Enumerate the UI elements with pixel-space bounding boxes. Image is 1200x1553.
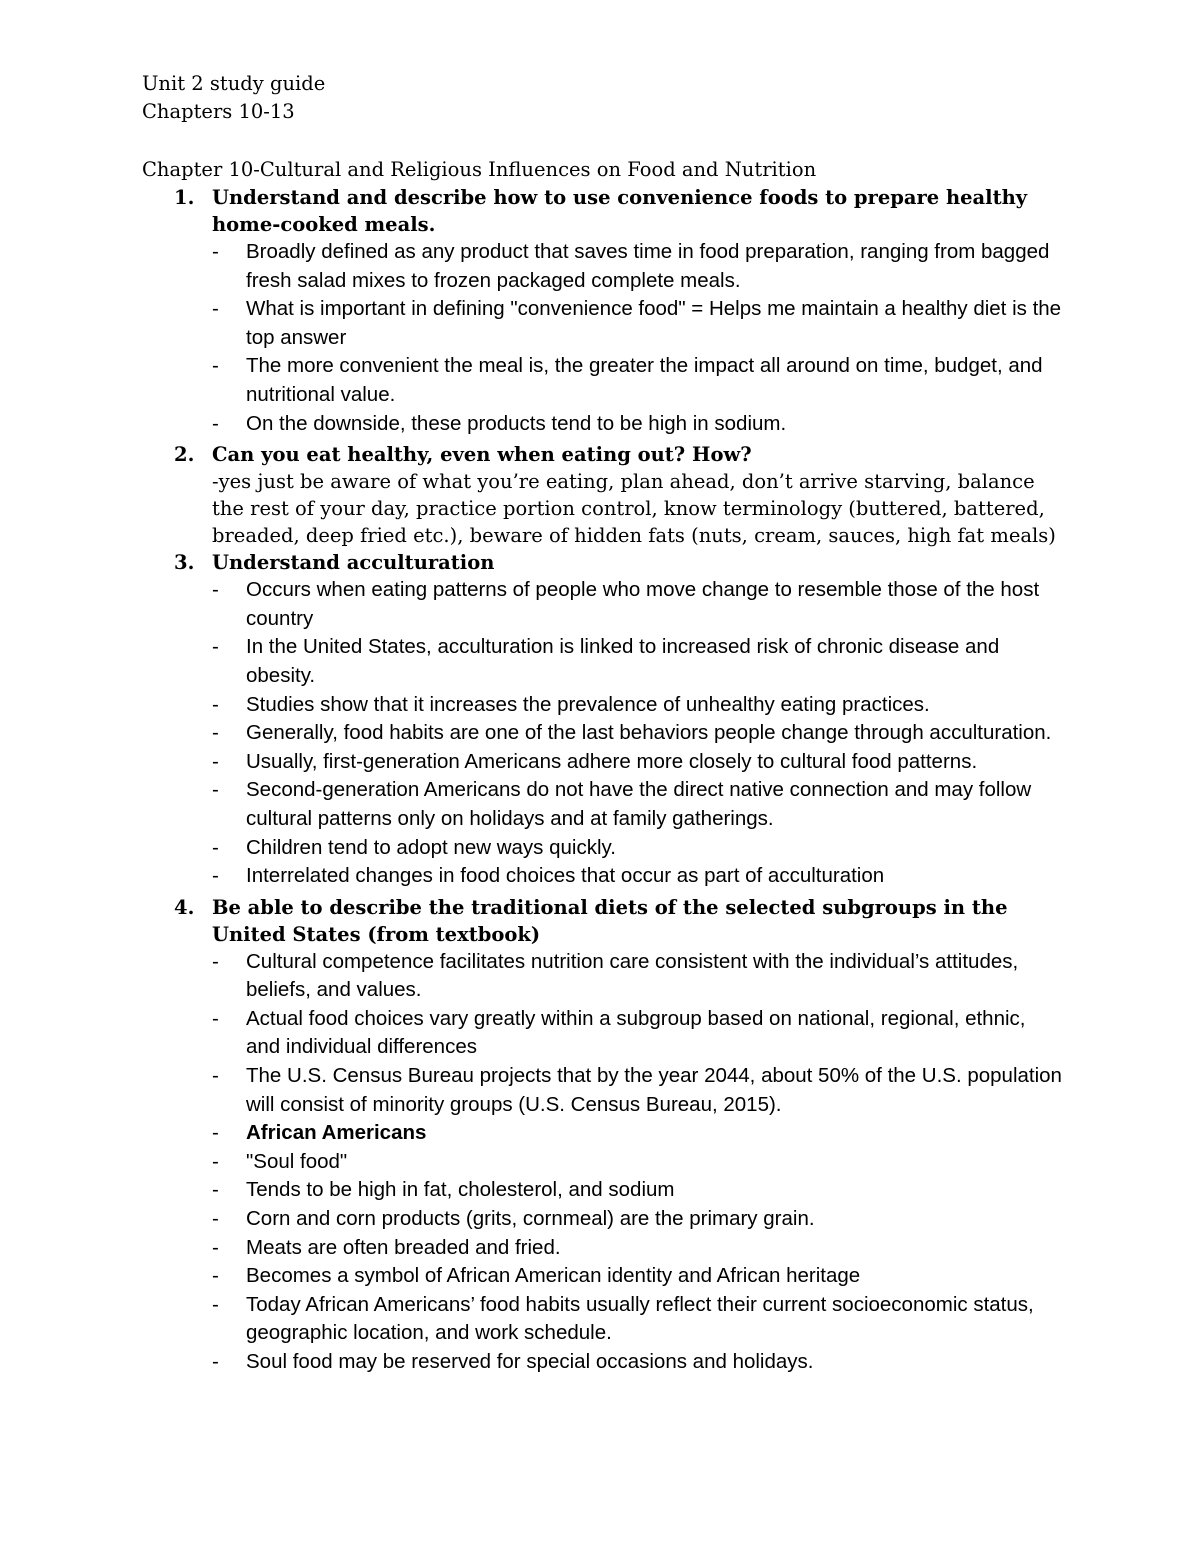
bullet-item (212, 1262, 1062, 1291)
bullet-dash: - (212, 749, 219, 773)
chapter-heading: Chapter 10-Cultural and Religious Influences on Food and Nutrition (142, 158, 817, 181)
bullet-item (212, 1291, 1062, 1348)
bullet-text: Cultural competence facilitates nutrition care consistent with the individual’s attitudes, beliefs, and values. (246, 949, 1019, 1002)
bullet-dash: - (212, 692, 219, 716)
bullet-item (212, 776, 1062, 833)
bullet-dash: - (212, 1121, 219, 1145)
bullet-dash: - (212, 354, 219, 378)
bullet-item (212, 410, 1062, 439)
question-item (142, 549, 1062, 891)
bullet-text: Meats are often breaded and fried. (246, 1235, 561, 1259)
bullet-text: Second-generation Americans do not have the direct native connection and may follow cultural patterns only on holidays and at family gatherings. (246, 778, 1032, 830)
bullet-dash: - (212, 297, 219, 321)
bullet-item (212, 1062, 1062, 1119)
bullet-text: Today African Americans’ food habits usually reflect their current socioeconomic status, geographic location, and work schedule. (246, 1292, 1034, 1345)
question-number: 2. (174, 443, 195, 467)
bullet-item (212, 1176, 1062, 1205)
bullet-text: On the downside, these products tend to be high in sodium. (246, 411, 787, 435)
bullet-item (212, 238, 1062, 295)
bullet-list (212, 576, 1062, 891)
bullet-text: What is important in defining "convenience food" = Helps me maintain a healthy diet is the top answer (246, 297, 1062, 349)
bullet-item (212, 352, 1062, 409)
bullet-text: Becomes a symbol of African American identity and African heritage (246, 1264, 861, 1288)
bullet-item (212, 834, 1062, 863)
bullet-dash: - (212, 1178, 219, 1202)
bullet-text: Children tend to adopt new ways quickly. (246, 835, 616, 859)
bullet-text: The U.S. Census Bureau projects that by the year 2044, about 50% of the U.S. population will consist of minority groups (U.S. Census Bureau, 2015). (246, 1064, 1062, 1116)
bullet-item (212, 295, 1062, 352)
bullet-text: Generally, food habits are one of the last behaviors people change through acculturation. (246, 721, 1052, 745)
bullet-dash: - (212, 1006, 219, 1030)
question-number: 4. (174, 895, 195, 919)
bullet-item (212, 1234, 1062, 1263)
spacer (142, 126, 1062, 156)
bullet-dash: - (212, 411, 219, 435)
bullet-item (212, 719, 1062, 748)
bullet-dash: - (212, 1350, 219, 1373)
question-item (142, 184, 1062, 438)
bullet-item (212, 633, 1062, 690)
bullet-item (212, 1205, 1062, 1234)
bullet-dash: - (212, 1207, 219, 1231)
bullet-dash: - (212, 949, 219, 973)
bullet-item (212, 691, 1062, 720)
question-number: 3. (174, 551, 195, 575)
bullet-dash: - (212, 1064, 219, 1088)
bullet-dash: - (212, 635, 219, 659)
bullet-text: Occurs when eating patterns of people who move change to resemble those of the host country (246, 578, 1040, 630)
question-number: 1. (174, 186, 195, 209)
bullet-text: Usually, first-generation Americans adhere more closely to cultural food patterns. (246, 749, 978, 773)
bullet-text: "Soul food" (246, 1149, 348, 1173)
bullet-text: Actual food choices vary greatly within a subgroup based on national, regional, ethnic, and individual differences (246, 1006, 1026, 1059)
bullet-item (212, 1148, 1062, 1177)
bullet-text: Interrelated changes in food choices that occur as part of acculturation (246, 864, 885, 888)
bullet-dash: - (212, 1235, 219, 1259)
bullet-text: In the United States, acculturation is linked to increased risk of chronic disease and obesity. (246, 635, 1000, 687)
bullet-list (212, 948, 1062, 1377)
document-page (142, 70, 1062, 1380)
bullet-dash: - (212, 240, 219, 263)
bullet-item (212, 1119, 1062, 1148)
bullet-dash: - (212, 1292, 219, 1316)
bullet-dash: - (212, 835, 219, 859)
question-title: Understand and describe how to use convenience foods to prepare healthy home-cooked meals. (212, 186, 1028, 236)
bullet-dash: - (212, 1149, 219, 1173)
bullet-text: Studies show that it increases the prevalence of unhealthy eating practices. (246, 692, 930, 716)
subgroup-heading: African Americans (246, 1121, 427, 1145)
bullet-dash: - (212, 578, 219, 602)
bullet-text: Corn and corn products (grits, cornmeal) are the primary grain. (246, 1207, 815, 1231)
bullet-dash: - (212, 864, 219, 888)
bullet-item (212, 948, 1062, 1005)
question-title: Be able to describe the traditional diets of the selected subgroups in the United States (from textbook) (212, 895, 1008, 946)
bullet-dash: - (212, 778, 219, 802)
bullet-item (212, 1348, 1062, 1377)
question-answer: -yes just be aware of what you’re eating, plan ahead, don’t arrive starving, balance the rest of your day, practice portion control, know terminology (buttered, battered, breaded, deep fried etc.), beware of hidden fats (nuts, cream, sauces, high fat meals) (212, 470, 1056, 548)
bullet-text: Soul food may be reserved for special occasions and holidays. (246, 1350, 814, 1373)
bullet-item (212, 862, 1062, 891)
bullet-item (212, 1005, 1062, 1062)
bullet-text: The more convenient the meal is, the greater the impact all around on time, budget, and nutritional value. (246, 354, 1043, 406)
question-title: Can you eat healthy, even when eating out? How? (212, 443, 752, 467)
bullet-text: Broadly defined as any product that saves time in food preparation, ranging from bagged fresh salad mixes to frozen packaged complete meals. (246, 240, 1050, 292)
document-subtitle: Chapters 10-13 (142, 100, 295, 123)
bullet-text: Tends to be high in fat, cholesterol, and sodium (246, 1178, 675, 1202)
bullet-dash: - (212, 721, 219, 745)
question-title: Understand acculturation (212, 551, 495, 575)
bullet-list (212, 238, 1062, 438)
bullet-item (212, 748, 1062, 777)
bullet-item (212, 576, 1062, 633)
bullet-dash: - (212, 1264, 219, 1288)
question-item (142, 894, 1062, 1377)
question-item (142, 441, 1062, 549)
question-list (142, 184, 1062, 1377)
document-title: Unit 2 study guide (142, 72, 326, 95)
